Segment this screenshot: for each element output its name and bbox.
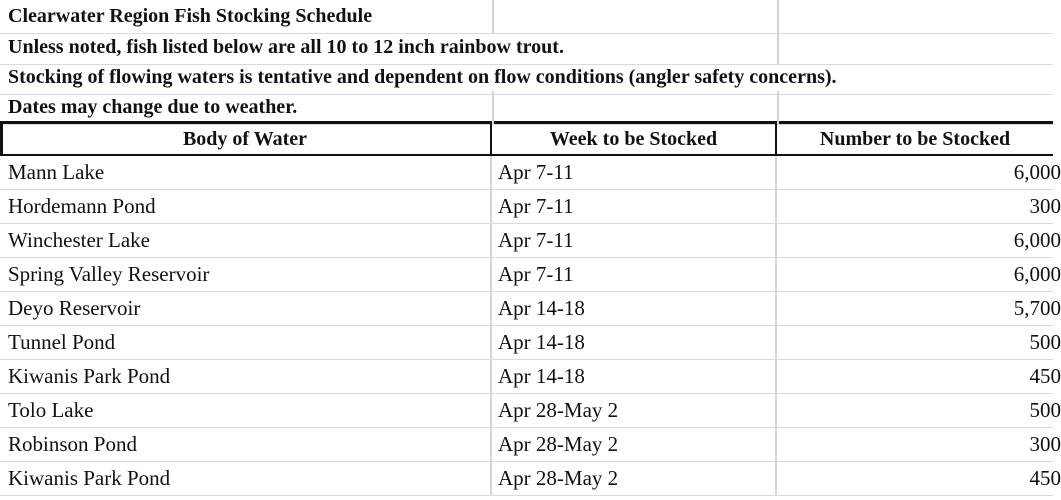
header-number-to-be-stocked[interactable]: Number to be Stocked (819, 127, 1011, 150)
cell-week[interactable]: Apr 7-11 (492, 258, 777, 291)
cell-number[interactable]: 6,000 (1013, 262, 1061, 286)
cell-number[interactable]: 500 (1029, 330, 1061, 354)
title-row[interactable] (0, 0, 1053, 34)
table-row (0, 258, 1061, 292)
table-row (0, 190, 1061, 224)
cell-body-of-water[interactable]: Kiwanis Park Pond (0, 462, 492, 495)
cell-week[interactable]: Apr 7-11 (492, 156, 777, 189)
cell-number[interactable]: 450 (1029, 466, 1061, 490)
sheet-title[interactable]: Clearwater Region Fish Stocking Schedule (8, 5, 373, 27)
cell-number[interactable]: 300 (1029, 432, 1061, 456)
note-row[interactable] (0, 91, 1053, 125)
table-row (0, 394, 1061, 428)
table-row (0, 462, 1061, 496)
table-row (0, 360, 1061, 394)
cell-number[interactable]: 500 (1029, 398, 1061, 422)
header-left-border (0, 121, 3, 156)
cell-week[interactable]: Apr 28-May 2 (492, 428, 777, 461)
header-body-of-water[interactable]: Body of Water (0, 124, 492, 154)
cell-week[interactable]: Apr 7-11 (492, 190, 777, 223)
note-weather[interactable]: Dates may change due to weather. (8, 96, 298, 118)
cell-week[interactable]: Apr 7-11 (492, 224, 777, 257)
header-week-to-be-stocked[interactable]: Week to be Stocked (492, 124, 777, 154)
cell-number[interactable]: 6,000 (1013, 228, 1061, 252)
note-flowing-waters[interactable]: Stocking of flowing waters is tentative and dependent on flow conditions (angler safety concerns). (8, 66, 837, 88)
table-row (0, 156, 1061, 190)
cell-number[interactable]: 450 (1029, 364, 1061, 388)
cell-week[interactable]: Apr 14-18 (492, 360, 777, 393)
cell-body-of-water[interactable]: Hordemann Pond (0, 190, 492, 223)
table-row (0, 428, 1061, 462)
table-row (0, 224, 1061, 258)
cell-body-of-water[interactable]: Kiwanis Park Pond (0, 360, 492, 393)
note-row[interactable] (0, 61, 1053, 95)
cell-body-of-water[interactable]: Tolo Lake (0, 394, 492, 427)
cell-week[interactable]: Apr 28-May 2 (492, 462, 777, 495)
table-row (0, 326, 1061, 360)
cell-body-of-water[interactable]: Deyo Reservoir (0, 292, 492, 325)
cell-body-of-water[interactable]: Spring Valley Reservoir (0, 258, 492, 291)
cell-week[interactable]: Apr 14-18 (492, 292, 777, 325)
cell-number[interactable]: 300 (1029, 194, 1061, 218)
cell-number[interactable]: 5,700 (1013, 296, 1061, 320)
cell-body-of-water[interactable]: Mann Lake (0, 156, 492, 189)
cell-number[interactable]: 6,000 (1013, 160, 1061, 184)
table-header-row (0, 121, 1053, 156)
table-row (0, 292, 1061, 326)
note-row[interactable] (0, 31, 1053, 65)
cell-body-of-water[interactable]: Robinson Pond (0, 428, 492, 461)
cell-week[interactable]: Apr 14-18 (492, 326, 777, 359)
cell-body-of-water[interactable]: Winchester Lake (0, 224, 492, 257)
cell-body-of-water[interactable]: Tunnel Pond (0, 326, 492, 359)
note-fish-size[interactable]: Unless noted, fish listed below are all 10 to 12 inch rainbow trout. (8, 36, 564, 58)
cell-week[interactable]: Apr 28-May 2 (492, 394, 777, 427)
